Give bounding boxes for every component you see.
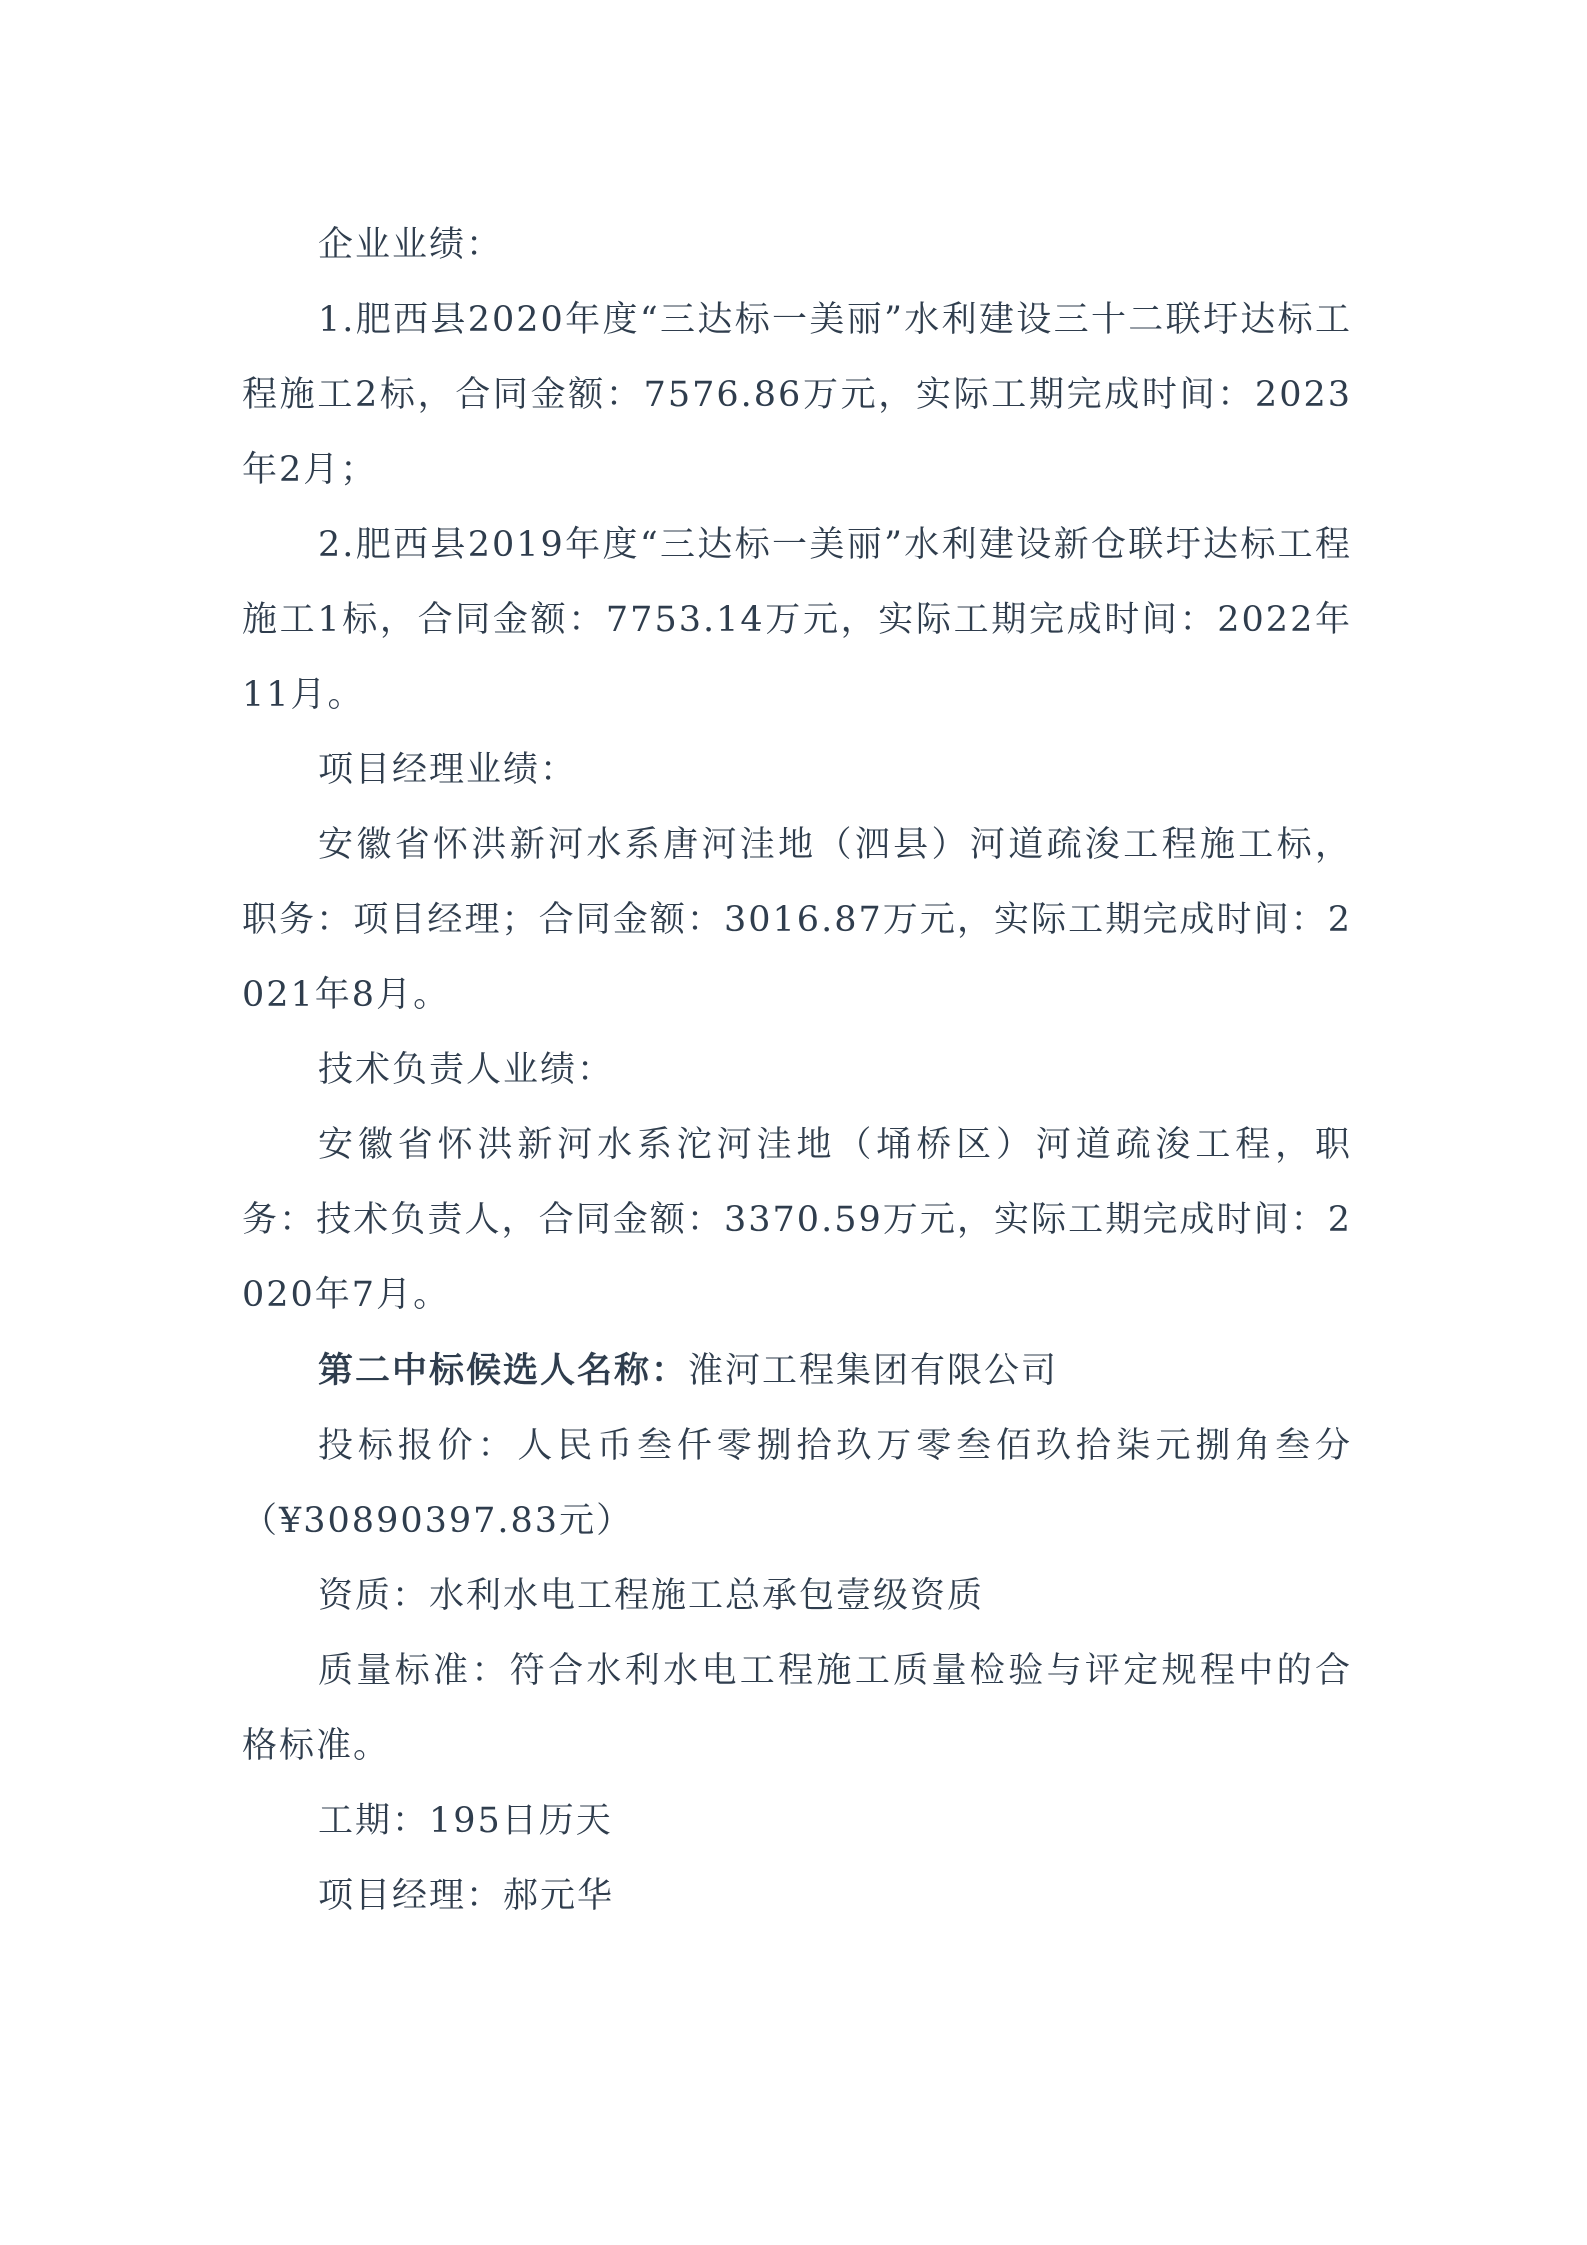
qualification: 资质：水利水电工程施工总承包壹级资质 [318, 1576, 985, 1616]
section-heading-project-manager-performance: 项目经理业绩： [318, 750, 578, 790]
company-performance-item-1: 1.肥西县2020年度“三达标一美丽”水利建设三十二联圩达标工程施工2标，合同金额：7576.86万元，实际工期完成时间：2023年2月； [242, 300, 1352, 490]
section-heading-company-performance: 企业业绩： [318, 225, 504, 265]
technical-lead-performance-item: 安徽省怀洪新河水系沱河洼地（埇桥区）河道疏浚工程，职务：技术负责人，合同金额：3370.59万元，实际工期完成时间：2020年7月。 [242, 1125, 1352, 1315]
construction-period: 工期：195日历天 [318, 1801, 613, 1841]
document-body [242, 208, 1352, 1934]
second-candidate-value: 淮河工程集团有限公司 [688, 1351, 1059, 1391]
quality-standard: 质量标准：符合水利水电工程施工质量检验与评定规程中的合格标准。 [242, 1651, 1352, 1766]
project-manager-performance-item: 安徽省怀洪新河水系唐河洼地（泗县）河道疏浚工程施工标，职务：项目经理；合同金额：3016.87万元，实际工期完成时间：2021年8月。 [242, 825, 1352, 1015]
section-heading-technical-lead-performance: 技术负责人业绩： [318, 1050, 615, 1090]
bid-price: 投标报价：人民币叁仟零捌拾玖万零叁佰玖拾柒元捌角叁分（¥30890397.83元） [242, 1426, 1352, 1541]
project-manager: 项目经理：郝元华 [318, 1876, 615, 1916]
second-candidate-name [242, 1333, 1352, 1409]
company-performance-item-2: 2.肥西县2019年度“三达标一美丽”水利建设新仓联圩达标工程施工1标，合同金额：7753.14万元，实际工期完成时间：2022年11月。 [242, 525, 1352, 715]
second-candidate-label: 第二中标候选人名称： [318, 1350, 689, 1391]
